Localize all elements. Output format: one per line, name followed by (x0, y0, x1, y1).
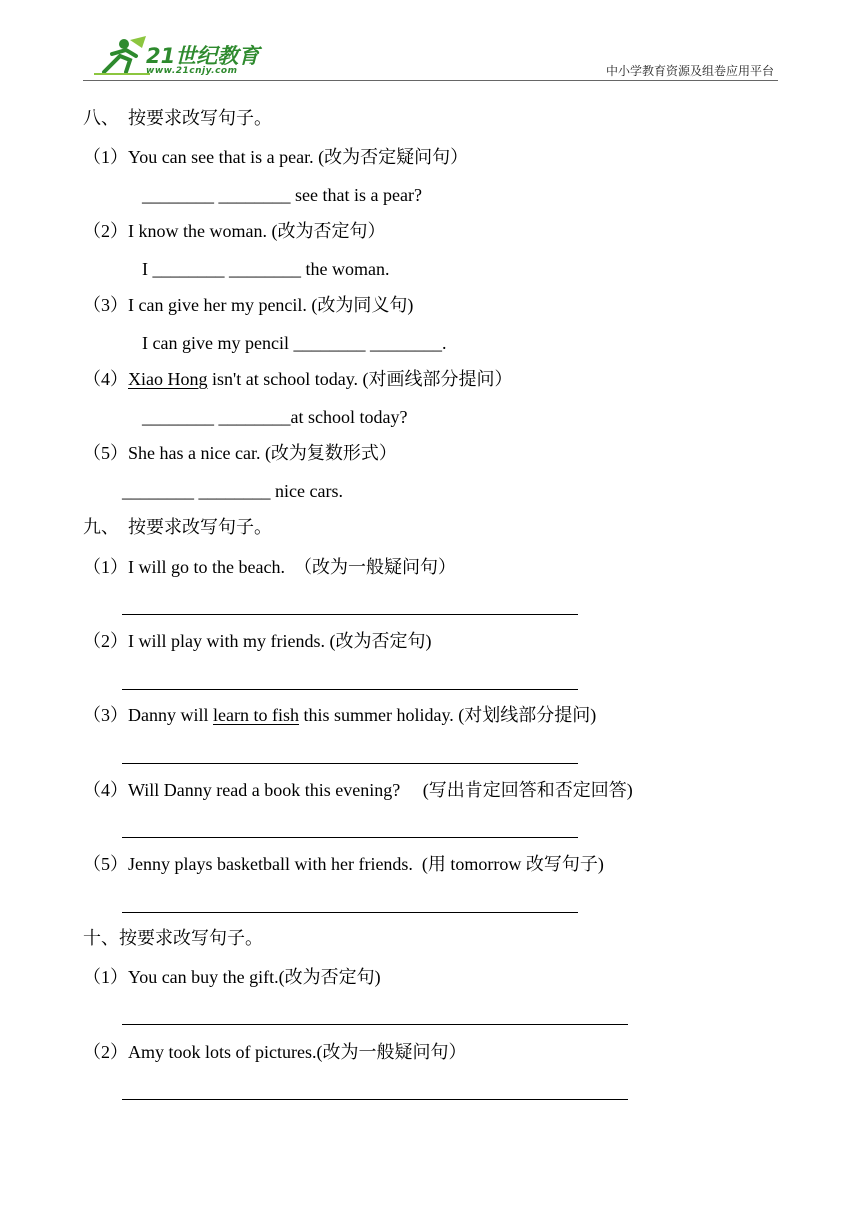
question-number: （1） (83, 147, 128, 167)
question-text: You can buy the gift.(改为否定句) (128, 967, 381, 987)
question-text: I can give her my pencil. (改为同义句) (128, 295, 414, 315)
question-text: I will go to the beach. （改为一般疑问句） (128, 557, 456, 577)
answer-blank[interactable]: ________ ________ nice cars. (122, 481, 343, 501)
answer-blank[interactable]: I ________ ________ the woman. (142, 259, 390, 279)
answer-blank[interactable]: I can give my pencil ________ ________. (142, 333, 447, 353)
question-text: I know the woman. (改为否定句） (128, 221, 386, 241)
question-item (83, 556, 456, 578)
question-number: （4） (83, 780, 128, 800)
question-item (83, 442, 397, 464)
question-number: （2） (83, 221, 128, 241)
question-number: （5） (83, 443, 128, 463)
question-pre-text: Danny will (128, 705, 213, 725)
question-text: this summer holiday. (对划线部分提问) (298, 705, 597, 725)
answer-line[interactable] (122, 837, 578, 838)
question-item (83, 966, 381, 988)
answer-line[interactable] (122, 912, 578, 913)
question-text: I will play with my friends. (改为否定句) (128, 631, 432, 651)
question-number: （1） (83, 967, 128, 987)
section-title: 八、 按要求改写句子。 (83, 108, 272, 128)
question-item (83, 704, 596, 726)
header-divider (83, 80, 778, 81)
underlined-phrase: Xiao Hong (128, 369, 208, 389)
section-title: 十、按要求改写句子。 (83, 928, 263, 948)
question-number: （5） (83, 854, 128, 874)
question-item (83, 220, 385, 242)
header-platform-text: 中小学教育资源及组卷应用平台 (605, 64, 774, 78)
question-item (83, 779, 633, 801)
logo-text: 21世纪教育 (146, 44, 260, 68)
question-item (83, 294, 413, 316)
answer-line[interactable] (122, 1099, 628, 1100)
question-item (83, 368, 513, 390)
question-number: （3） (83, 705, 128, 725)
logo-url: www.21cnjy.com (146, 66, 238, 76)
question-item (83, 146, 468, 168)
answer-blank[interactable]: ________ ________ see that is a pear? (142, 185, 422, 205)
question-item (83, 630, 431, 652)
answer-line[interactable] (122, 689, 578, 690)
question-text: She has a nice car. (改为复数形式） (128, 443, 397, 463)
question-number: （4） (83, 369, 128, 389)
question-text: Jenny plays basketball with her friends. (用 tomorrow 改写句子) (128, 854, 604, 874)
question-text: You can see that is a pear. (改为否定疑问句） (128, 147, 469, 167)
question-number: （2） (83, 631, 128, 651)
question-number: （1） (83, 557, 128, 577)
question-number: （3） (83, 295, 128, 315)
underlined-phrase: learn to fish (213, 705, 299, 725)
question-text: isn't at school today. (对画线部分提问） (207, 369, 513, 389)
answer-line[interactable] (122, 614, 578, 615)
question-item (83, 1041, 466, 1063)
page-header (0, 0, 860, 90)
answer-blank[interactable]: ________ ________at school today? (142, 407, 408, 427)
answer-line[interactable] (122, 1024, 628, 1025)
question-text: Amy took lots of pictures.(改为一般疑问句） (128, 1042, 467, 1062)
answer-line[interactable] (122, 763, 578, 764)
section-title: 九、 按要求改写句子。 (83, 517, 272, 537)
question-text: Will Danny read a book this evening? (写出肯定回答和否定回答) (128, 780, 633, 800)
question-number: （2） (83, 1042, 128, 1062)
question-item (83, 853, 604, 875)
